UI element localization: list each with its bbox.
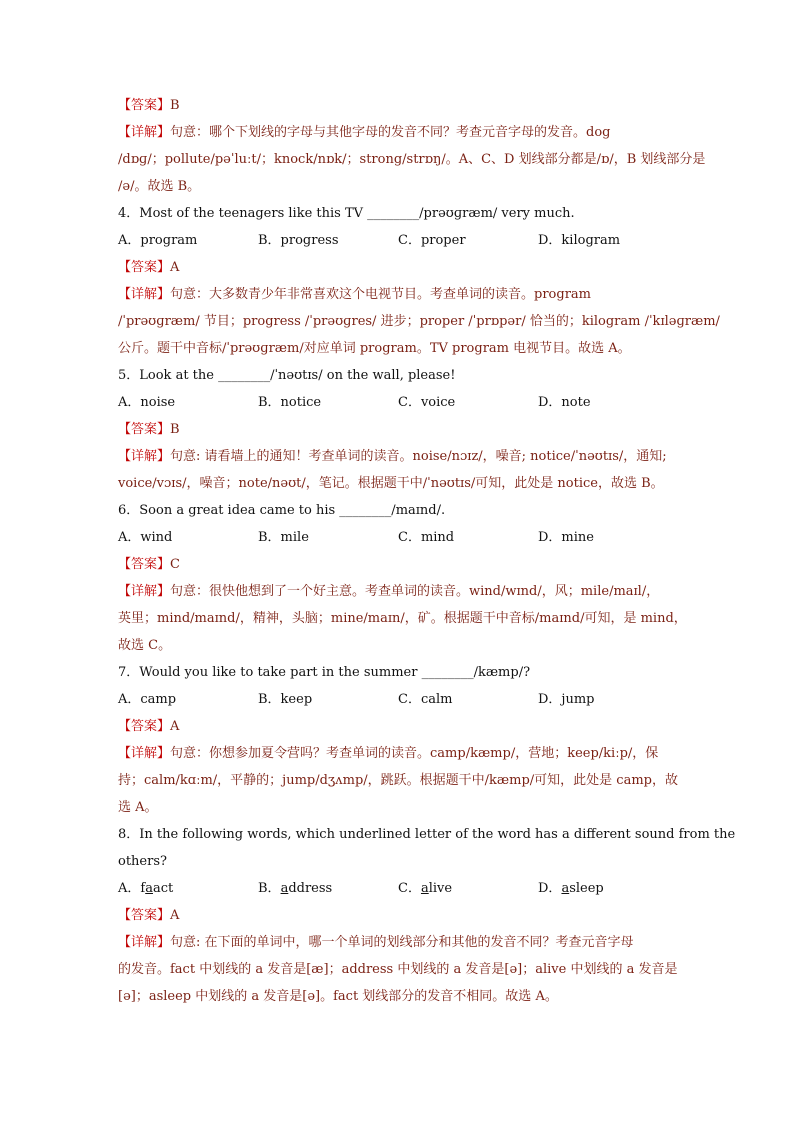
- detail-block: [118, 281, 720, 362]
- option-letter: f: [140, 881, 146, 896]
- detail-line: 故选 C。: [118, 638, 172, 653]
- option-c: C．proper: [398, 233, 466, 248]
- option-a: A．noise: [118, 395, 176, 410]
- option-d: D．jump: [538, 692, 595, 707]
- answer-tag: 【答案】: [118, 260, 171, 275]
- option-a: A．wind: [118, 530, 173, 545]
- detail-block: [118, 443, 683, 497]
- detail-line: voice/vɔɪs/，噪音；note/nəʊt/，笔记。根据题干中/ˈnəʊtɪs/可知，此处是 notice，故选 B。: [118, 476, 664, 491]
- option-b: B．notice: [258, 395, 322, 410]
- detail-block: [118, 929, 683, 1010]
- options-row: [118, 686, 683, 713]
- question-stem: 8．In the following words, which underlined letter of the word has a different sound from the: [118, 827, 736, 842]
- answer-value: A: [170, 908, 180, 923]
- detail-line: 句意：大多数青少年非常喜欢这个电视节目。考查单词的读音。program: [170, 287, 591, 302]
- answer-line: [118, 551, 683, 578]
- answer-tag: 【答案】: [118, 422, 171, 437]
- answer-tag: 【答案】: [118, 557, 171, 572]
- detail-line: 句意: 在下面的单词中，哪一个单词的划线部分和其他的发音不同？考查元音字母: [170, 935, 634, 950]
- detail-tag: 【详解】: [118, 449, 171, 464]
- question-stem: others?: [118, 854, 167, 869]
- detail-line: 句意：哪个下划线的字母与其他字母的发音不同？考查元音字母的发音。dog: [170, 125, 611, 140]
- detail-line: /dɒɡ/；pollute/pəˈluːt/；knock/nɒk/；strong/strɒŋ/。A、C、D 划线部分都是/ɒ/，B 划线部分是: [118, 152, 706, 167]
- options-row: [118, 524, 683, 551]
- option-a: A．camp: [118, 692, 177, 707]
- options-row: [118, 875, 683, 902]
- question-stem: 6．Soon a great idea came to his ________/maɪnd/.: [118, 503, 446, 518]
- detail-block: [118, 119, 706, 200]
- answer-value: B: [170, 422, 180, 437]
- detail-line: 句意：很快他想到了一个好主意。考查单词的读音。wind/wɪnd/，风；mile/maɪl/，: [170, 584, 660, 599]
- option-c: C．mind: [398, 530, 455, 545]
- option-d: [538, 875, 678, 902]
- answer-line: [118, 92, 683, 119]
- option-b: [258, 875, 398, 902]
- option-rest: live: [428, 881, 453, 896]
- options-row: [118, 389, 683, 416]
- option-rest: act: [152, 881, 174, 896]
- detail-block: [118, 578, 687, 659]
- detail-line: 持；calm/kɑːm/，平静的；jump/dʒʌmp/，跳跃。根据题干中/kæmp/可知，此处是 camp，故: [118, 773, 678, 788]
- option-c: C．voice: [398, 395, 456, 410]
- option-b: B．progress: [258, 233, 339, 248]
- detail-tag: 【详解】: [118, 584, 171, 599]
- option-d: D．mine: [538, 530, 594, 545]
- question-stem: 7．Would you like to take part in the summer ________/kæmp/?: [118, 665, 531, 680]
- options-row: [118, 227, 683, 254]
- detail-line: /ə/。故选 B。: [118, 179, 201, 194]
- answer-value: C: [170, 557, 180, 572]
- option-prefix: D．: [538, 881, 562, 896]
- underlined-letter: a: [280, 881, 289, 896]
- option-a: [118, 875, 258, 902]
- answer-value: B: [170, 98, 180, 113]
- answer-value: A: [170, 260, 180, 275]
- answer-tag: 【答案】: [118, 719, 171, 734]
- option-c: [398, 875, 538, 902]
- answer-tag: 【答案】: [118, 98, 171, 113]
- option-b: B．keep: [258, 692, 313, 707]
- question-stem: 4．Most of the teenagers like this TV ________/prəʊɡræm/ very much.: [118, 206, 575, 221]
- detail-tag: 【详解】: [118, 125, 171, 140]
- answer-line: [118, 713, 683, 740]
- detail-line: 选 A。: [118, 800, 158, 815]
- option-rest: sleep: [569, 881, 604, 896]
- detail-tag: 【详解】: [118, 287, 171, 302]
- option-prefix: A．: [118, 881, 141, 896]
- option-b: B．mile: [258, 530, 309, 545]
- option-d: D．note: [538, 395, 591, 410]
- option-c: C．calm: [398, 692, 453, 707]
- detail-tag: 【详解】: [118, 746, 171, 761]
- answer-tag: 【答案】: [118, 908, 171, 923]
- option-rest: ddress: [288, 881, 333, 896]
- option-prefix: C．: [398, 881, 421, 896]
- detail-line: 句意：你想参加夏令营吗？考查单词的读音。camp/kæmp/，营地；keep/kiːp/，保: [170, 746, 659, 761]
- document-page: [118, 92, 736, 1010]
- detail-block: [118, 740, 683, 821]
- underlined-letter: a: [420, 881, 429, 896]
- underlined-letter: a: [561, 881, 570, 896]
- detail-line: /ˈprəʊɡræm/ 节目；progress /ˈprəʊɡres/ 进步；proper /ˈprɒpər/ 恰当的；kilogram /ˈkɪləɡræm/: [118, 314, 720, 329]
- detail-line: 英里；mind/maɪnd/，精神，头脑；mine/maɪn/，矿。根据题干中音标/maɪnd/可知，是 mind，: [118, 611, 687, 626]
- underlined-letter: a: [145, 881, 153, 896]
- option-a: A．program: [118, 233, 198, 248]
- option-d: D．kilogram: [538, 233, 621, 248]
- detail-line: [ə]；asleep 中划线的 a 发音是[ə]。fact 划线部分的发音不相同。故选 A。: [118, 989, 558, 1004]
- option-prefix: B．: [258, 881, 281, 896]
- detail-line: 公斤。题干中音标/ˈprəʊɡræm/对应单词 program。TV program 电视节目。故选 A。: [118, 341, 631, 356]
- answer-value: A: [170, 719, 180, 734]
- answer-line: [118, 254, 683, 281]
- answer-line: [118, 902, 683, 929]
- detail-line: 句意: 请看墙上的通知！考查单词的读音。noise/nɔɪz/，噪音; notice/ˈnəʊtɪs/，通知;: [170, 449, 667, 464]
- answer-line: [118, 416, 683, 443]
- detail-line: 的发音。fact 中划线的 a 发音是[æ]；address 中划线的 a 发音是[ə]；alive 中划线的 a 发音是: [118, 962, 678, 977]
- question-stem: 5．Look at the ________/ˈnəʊtɪs/ on the wall, please!: [118, 368, 456, 383]
- detail-tag: 【详解】: [118, 935, 171, 950]
